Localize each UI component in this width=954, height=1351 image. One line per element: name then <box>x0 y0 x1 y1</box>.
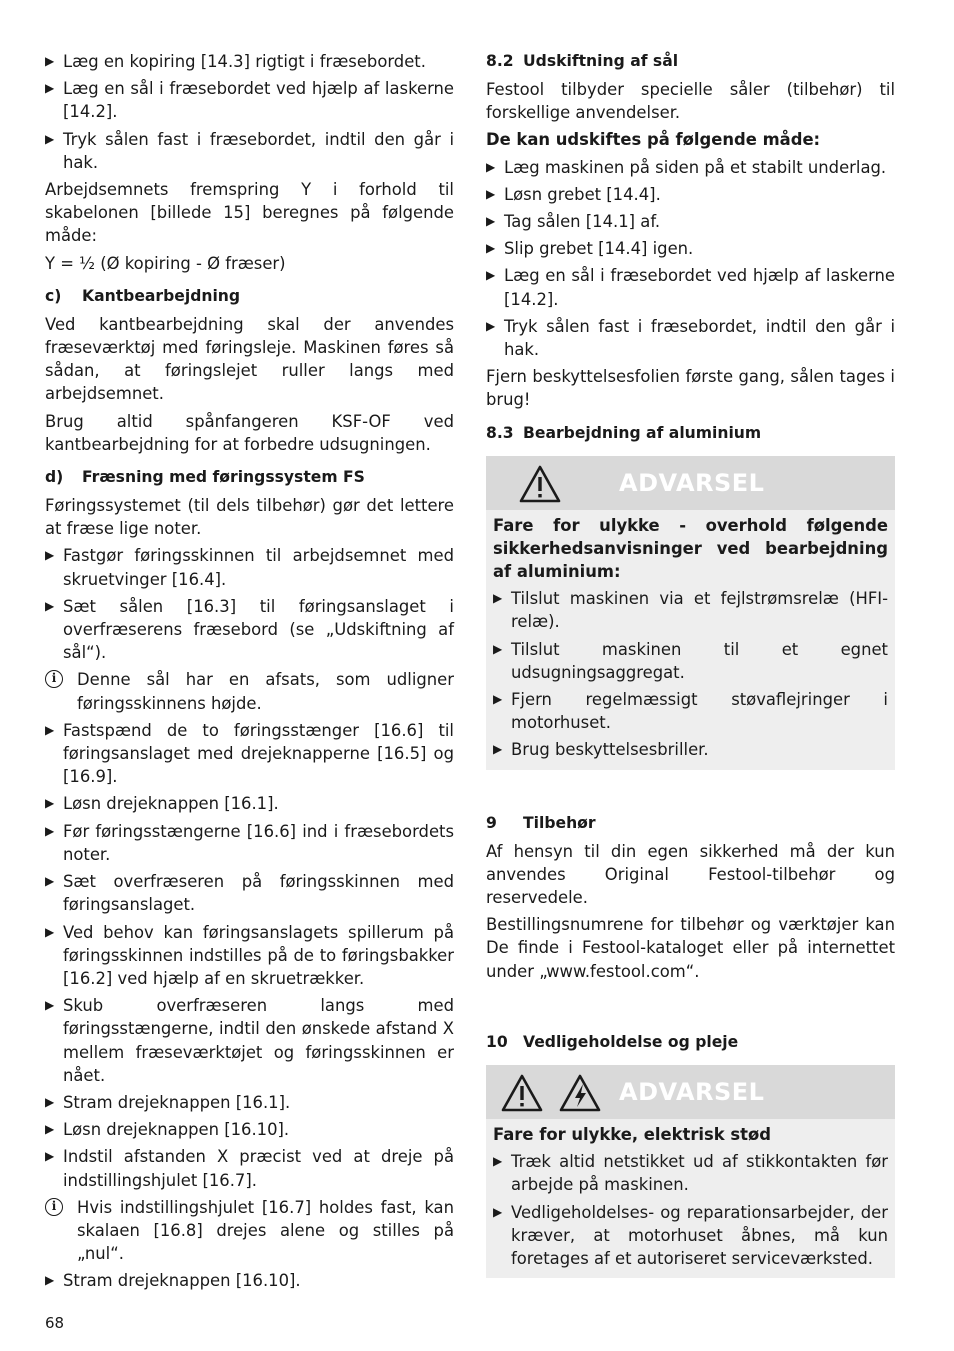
list-item: ▶ Stram drejeknappen [16.1]. <box>45 1091 454 1114</box>
info-note: i Denne sål har en afsats, som udligner føringsskinnens højde. <box>45 668 454 714</box>
bullet-icon: ▶ <box>493 591 503 606</box>
formula: Y = ½ (Ø kopiring - Ø fræser) <box>45 253 286 273</box>
section-heading: 10 Vedligeholdelse og pleje <box>486 1032 739 1051</box>
bullet-icon: ▶ <box>493 692 503 707</box>
list-item: ▶ Tryk sålen fast i fræsebordet, indtil den går i hak. <box>45 129 454 172</box>
list-item: ▶ Ved behov kan føringsanslagets spillerum på føringsskinnen indstilles på de to føringsbakker [16.2] ved hjælp af en skruetrækker. <box>45 922 454 988</box>
list-item: ▶ Tilslut maskinen til et egnet udsugningsaggregat. <box>493 639 888 682</box>
bullet-icon: ▶ <box>486 318 496 333</box>
right-column <box>486 50 895 1278</box>
warning-triangle-icon <box>500 1073 544 1113</box>
warning-box <box>486 1065 895 1278</box>
list-item: ▶ Læg en sål i fræsebordet ved hjælp af laskerne [14.2]. <box>486 266 895 309</box>
bullet-icon: ▶ <box>486 241 496 256</box>
list-item: ▶ Før føringsstængerne [16.6] ind i fræsebordets noter. <box>45 821 454 864</box>
bullet-icon: ▶ <box>45 54 55 68</box>
paragraph: Arbejdsemnets fremspring Y i forhold til skabelonen [billede 15] beregnes på følgende måde: <box>45 180 454 246</box>
list-item: ▶ Tryk sålen fast i fræsebordet, indtil den går i hak. <box>486 316 895 360</box>
bullet-icon: ▶ <box>45 598 55 613</box>
electric-shock-icon <box>558 1073 602 1113</box>
bullet-icon: ▶ <box>45 924 55 939</box>
section-heading: 8.2 Udskiftning af sål <box>486 52 679 70</box>
warning-intro: Fare for ulykke - overhold følgende sikkerhedsanvisninger ved bearbejdning af aluminium: <box>493 515 888 582</box>
bullet-icon: ▶ <box>45 81 55 96</box>
list-item: ▶ Indstil afstanden X præcist ved at dreje på indstillingshjulet [16.7]. <box>45 1147 454 1190</box>
paragraph: Festool tilbyder specielle såler (tilbehør) til forskellige anvendelser. <box>486 80 895 123</box>
paragraph: Fjern beskyttelsesfolien første gang, sålen tages i brug! <box>486 367 895 410</box>
page-number: 68 <box>45 1314 65 1332</box>
info-note: i Hvis indstillingshjulet [16.7] holdes fast, kan skalaen [16.8] drejes alene og stilles på „nul“. <box>45 1196 454 1266</box>
list-item: ▶ Fjern regelmæssigt støvaflejringer i motorhuset. <box>493 690 888 733</box>
bullet-icon: ▶ <box>45 548 55 563</box>
bullet-icon: ▶ <box>45 874 55 889</box>
section-heading: 8.3 Bearbejdning af aluminium <box>486 423 762 442</box>
info-icon: i <box>45 1198 63 1216</box>
bullet-icon: ▶ <box>486 186 496 201</box>
bullet-icon: ▶ <box>45 1094 55 1109</box>
bullet-icon: ▶ <box>45 998 55 1013</box>
warning-body <box>486 510 895 770</box>
warning-body <box>486 1119 895 1278</box>
bullet-icon: ▶ <box>45 796 55 811</box>
list-item: ▶ Læg en sål i fræsebordet ved hjælp af laskerne [14.2]. <box>45 79 454 122</box>
bullet-icon: ▶ <box>45 1149 55 1164</box>
list-item: ▶ Løsn drejeknappen [16.10]. <box>45 1118 454 1141</box>
paragraph: Af hensyn til din egen sikkerhed må der kun anvendes Original Festool-tilbehør og reservedele. <box>486 841 895 908</box>
bullet-icon: ▶ <box>45 1122 55 1137</box>
paragraph: Ved kantbearbejdning skal der anvendes fræseværktøj med føringsleje. Maskinen føres så sådan, at føringslejet ruller langs med arbejdsemnet. <box>45 314 454 404</box>
bullet-icon: ▶ <box>45 1273 55 1288</box>
list-item: ▶ Fastgør føringsskinnen til arbejdsemnet med skruetvinger [16.4]. <box>45 546 454 589</box>
warning-header <box>486 456 895 510</box>
section-heading: 9 Tilbehør <box>486 813 596 832</box>
warning-triangle-icon <box>518 464 562 504</box>
bullet-icon: ▶ <box>45 131 55 146</box>
list-item: ▶ Læg maskinen på siden på et stabilt underlag. <box>486 156 895 179</box>
bullet-icon: ▶ <box>486 214 496 229</box>
list-item: ▶ Løsn grebet [14.4]. <box>486 183 895 206</box>
paragraph: Føringssystemet (til dels tilbehør) gør det lettere at fræse lige noter. <box>45 496 454 539</box>
list-item: ▶ Tag sålen [14.1] af. <box>486 210 895 233</box>
warning-title: ADVARSEL <box>619 468 765 497</box>
paragraph: Bestillingsnumrene for tilbehør og værktøjer kan De finde i Festool-kataloget eller på internettet under „www.festool.com“. <box>486 915 895 981</box>
list-item: ▶ Skub overfræseren langs med føringsstængerne, indtil den ønskede afstand X mellem fræseværktøjet og føringsskinnen er nået. <box>45 996 454 1085</box>
info-icon: i <box>45 670 63 688</box>
list-item: ▶ Stram drejeknappen [16.10]. <box>45 1269 454 1292</box>
left-column <box>45 50 454 1297</box>
paragraph: Brug altid spånfangeren KSF-OF ved kantbearbejdning for at forbedre udsugningen. <box>45 411 454 454</box>
list-item: ▶ Slip grebet [14.4] igen. <box>486 237 895 260</box>
list-item: ▶ Fastspænd de to føringsstænger [16.6] til føringsanslaget med drejeknapperne [16.5] og [16.9]. <box>45 720 454 787</box>
warning-header <box>486 1065 895 1119</box>
section-heading: c) Kantbearbejdning <box>45 286 241 305</box>
list-item: ▶ Løsn drejeknappen [16.1]. <box>45 792 454 815</box>
list-item: ▶ Vedligeholdelses- og reparationsarbejder, der kræver, at motorhuset åbnes, må kun foretages af et autoriseret serviceværksted. <box>493 1202 888 1268</box>
list-item: ▶ Læg en kopiring [14.3] rigtigt i fræsebordet. <box>45 50 454 73</box>
bullet-icon: ▶ <box>45 722 55 737</box>
warning-box <box>486 456 895 770</box>
bullet-icon: ▶ <box>486 268 496 283</box>
list-item: ▶ Tilslut maskinen via et fejlstrømsrelæ (HFI-relæ). <box>493 589 888 632</box>
section-heading: d) Fræsning med føringssystem FS <box>45 468 365 487</box>
list-item: ▶ Sæt overfræseren på føringsskinnen med føringsanslaget. <box>45 872 454 915</box>
bullet-icon: ▶ <box>45 823 55 838</box>
bullet-icon: ▶ <box>493 1204 503 1219</box>
bullet-icon: ▶ <box>486 159 496 174</box>
bullet-icon: ▶ <box>493 1154 503 1169</box>
paragraph: De kan udskiftes på følgende måde: <box>486 130 821 150</box>
bullet-icon: ▶ <box>493 742 503 757</box>
list-item: ▶ Sæt sålen [16.3] til føringsanslaget i overfræserens fræsebord (se „Udskiftning af sål“). <box>45 596 454 663</box>
warning-intro: Fare for ulykke, elektrisk stød <box>493 1124 771 1144</box>
list-item: ▶ Brug beskyttelsesbriller. <box>493 738 888 761</box>
list-item: ▶ Træk altid netstikket ud af stikkontakten før arbejde på maskinen. <box>493 1152 888 1195</box>
warning-title: ADVARSEL <box>619 1077 765 1106</box>
bullet-icon: ▶ <box>493 641 503 656</box>
